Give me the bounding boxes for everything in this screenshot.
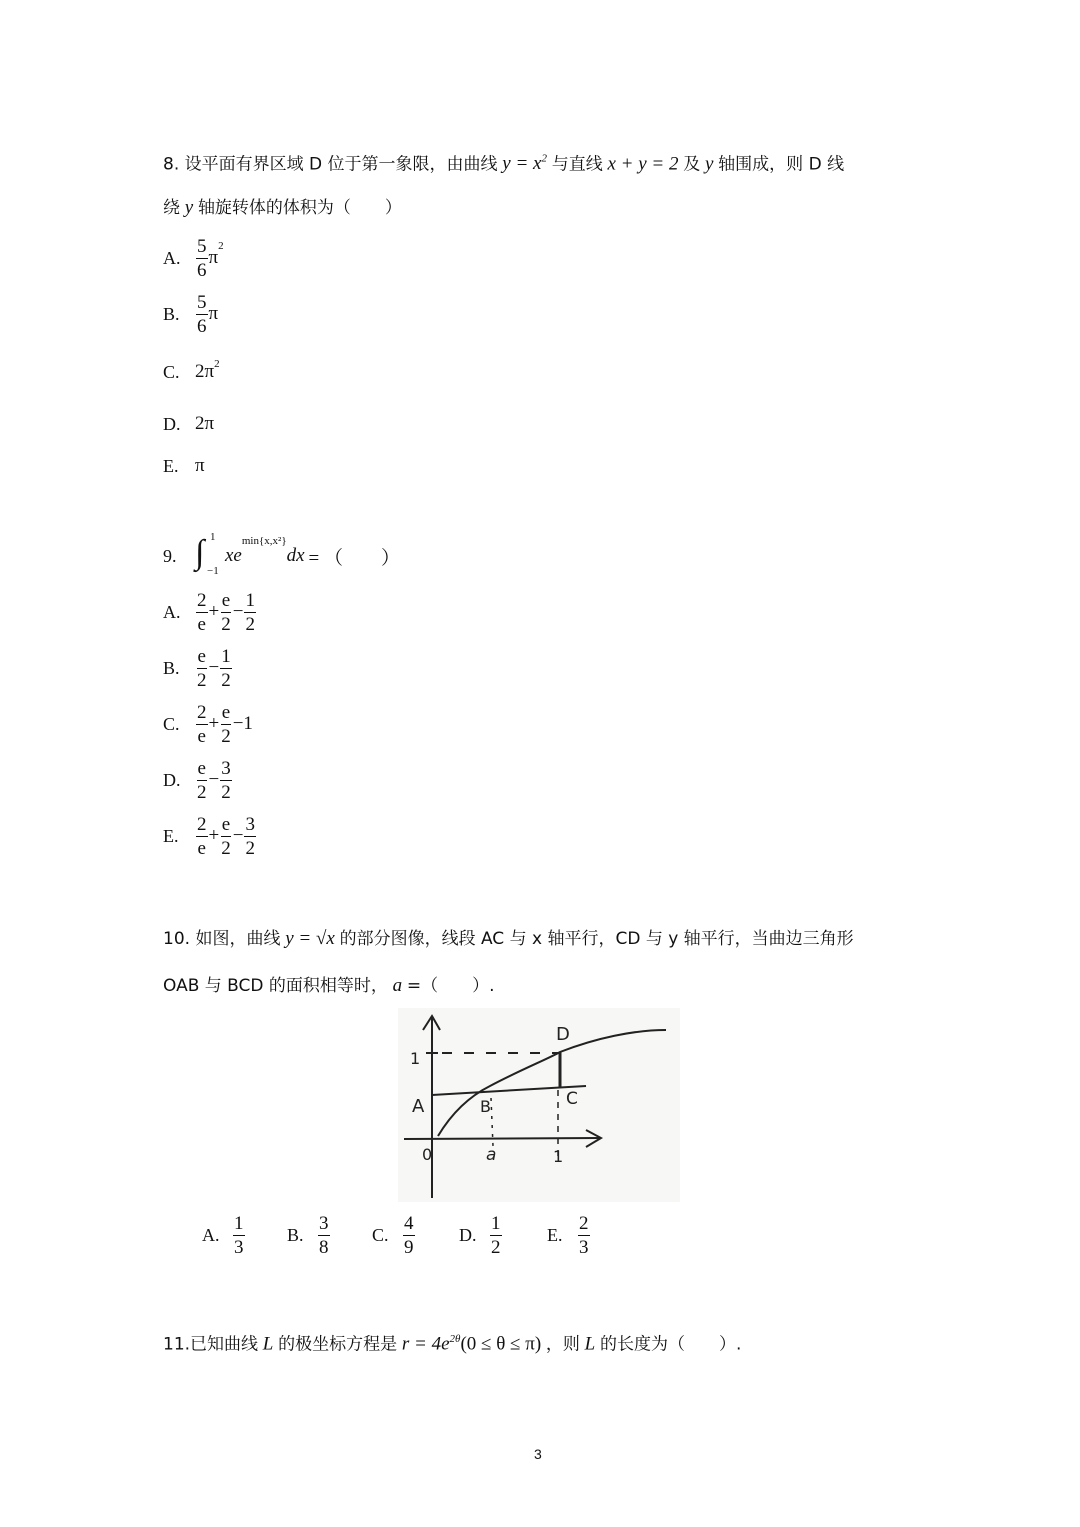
label-a: A (412, 1096, 425, 1117)
label-origin: 0 (422, 1145, 433, 1164)
q10-figure (398, 1008, 680, 1202)
q9-option-b[interactable]: B. $\frac{e}{2}$ − $\frac{1}{2}$ (163, 645, 231, 691)
q10-option-c[interactable]: C. $\frac{4}{9}$ (372, 1212, 414, 1258)
q10-stem-line2: OAB 与 BCD 的面积相等时， a =（ ）. (163, 975, 495, 996)
q9-option-e[interactable]: E. $\frac{2}{e}$ + $\frac{e}{2}$ − $\frac{3}{2}$ (163, 813, 255, 859)
q10-options (202, 1208, 627, 1262)
x-axis (404, 1138, 600, 1139)
figure-background (398, 1008, 680, 1202)
q8-option-c[interactable]: C. 2π $^2$ (163, 358, 220, 382)
q10-stem-line1: 10. 如图，曲线 y = √x 的部分图像，线段 AC 与 x 轴平行，CD 与 y 轴平行，当曲边三角形 (163, 928, 854, 949)
q9-option-a[interactable]: A. $\frac{2}{e}$ + $\frac{e}{2}$ − $\frac{1}{2}$ (163, 589, 255, 635)
q8-option-d[interactable]: D. 2π (163, 413, 215, 434)
q8-option-b[interactable]: B. $\frac{5}{6}$ π (163, 291, 219, 337)
q8-stem-line2: 绕 y 轴旋转体的体积为（ ） (163, 197, 402, 218)
q9-option-c[interactable]: C. $\frac{2}{e}$ + $\frac{e}{2}$ −1 (163, 701, 253, 747)
q8-option-a[interactable]: A. $\frac{5}{6}$ π $^2$ (163, 235, 224, 281)
q10-option-e[interactable]: E. $\frac{2}{3}$ (547, 1212, 589, 1258)
q8-stem-line1: 8. 设平面有界区域 D 位于第一象限，由曲线 $y = x^2$ 与直线 x + y = 2 及 y 轴围成，则 D 线 (163, 153, 845, 175)
q9-stem: 9. ∫ 1 −1 xe min{x,x²} dx = （ ） (163, 531, 401, 577)
integral-sign: ∫ 1 −1 (195, 531, 219, 577)
label-one-y: 1 (410, 1049, 421, 1068)
label-c: C (566, 1089, 578, 1109)
integral-symbol-icon: ∫ (195, 534, 205, 571)
q10-option-d[interactable]: D. $\frac{1}{2}$ (459, 1212, 501, 1258)
q9-options (163, 584, 257, 864)
label-one-x: 1 (553, 1147, 564, 1166)
page-number: 3 (534, 1446, 542, 1462)
q10-option-b[interactable]: B. $\frac{3}{8}$ (287, 1212, 329, 1258)
q8-options (163, 230, 224, 486)
q11-stem: 11.已知曲线 L 的极坐标方程是 $r = 4e^{2\theta}(0 \le \theta \le \pi)$ ，则 L 的长度为（ ）. (163, 1333, 742, 1355)
q9-option-d[interactable]: D. $\frac{e}{2}$ − $\frac{3}{2}$ (163, 757, 231, 803)
label-b: B (480, 1097, 491, 1116)
label-a-x: a (486, 1145, 497, 1165)
label-d: D (556, 1024, 570, 1045)
q10-option-a[interactable]: A. $\frac{1}{3}$ (202, 1212, 244, 1258)
q8-option-e[interactable]: E. π (163, 455, 205, 476)
